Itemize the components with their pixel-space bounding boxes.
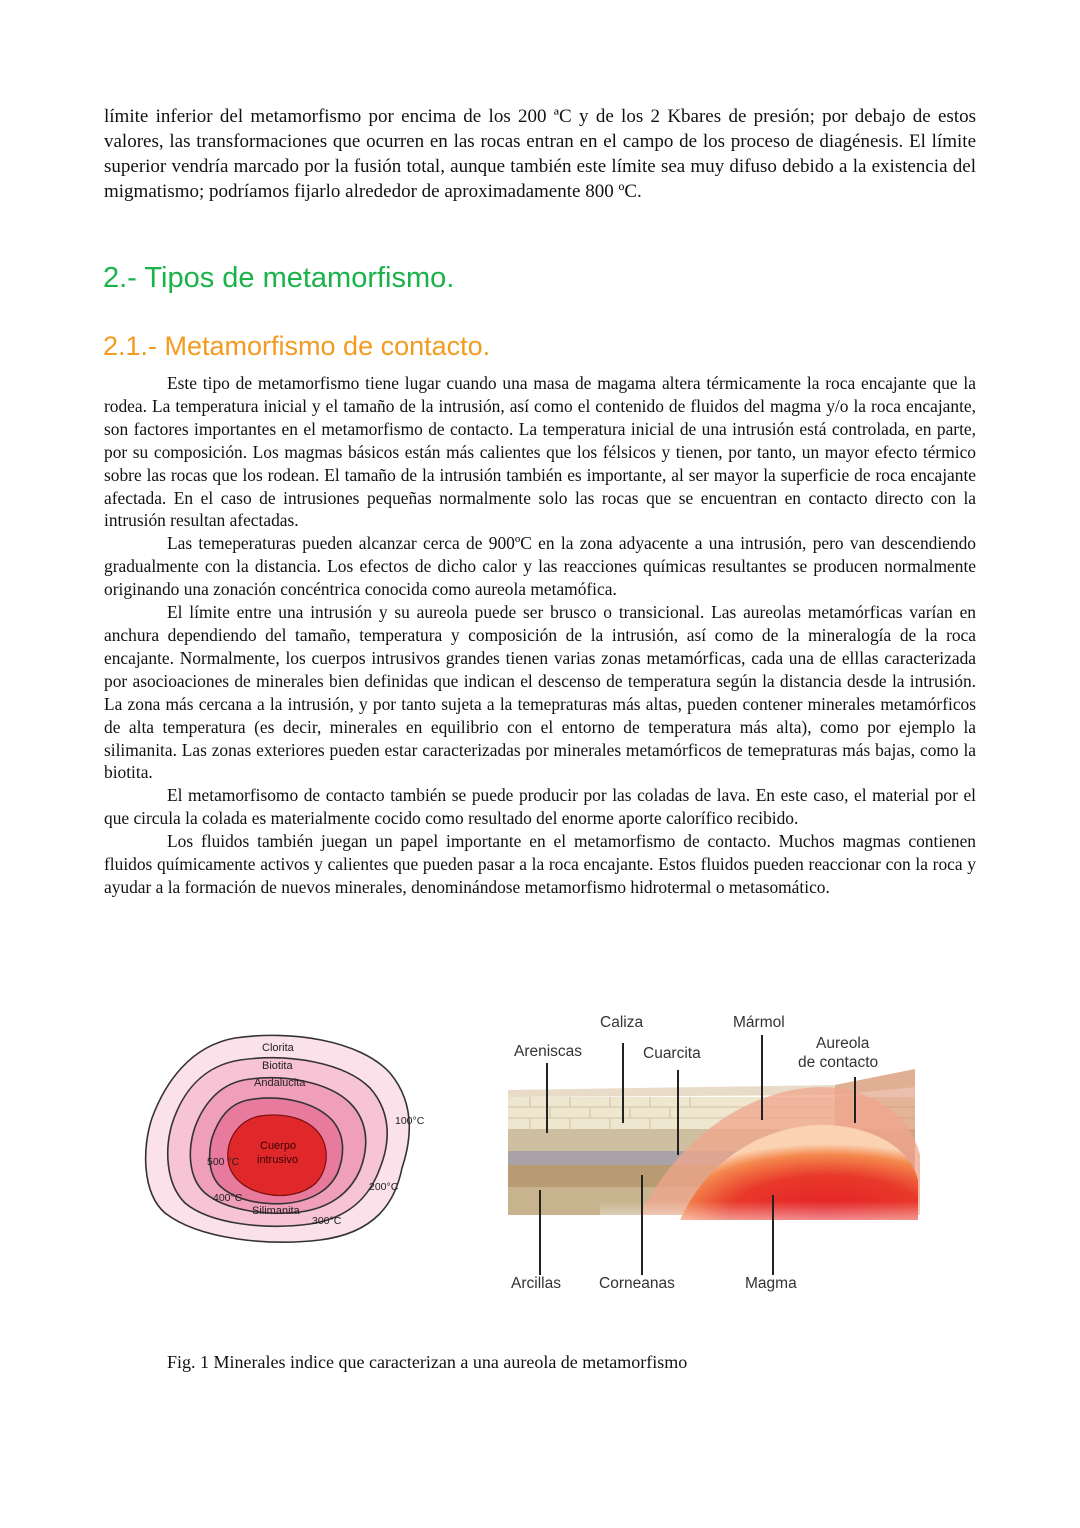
paragraph: Las temeperaturas pueden alcanzar cerca de 900ºC en la zona adyacente a una intrusión, pero van descendiendo gradualmente con la distancia. Los efectos de dicho calor y las reacciones químicas resultantes se producen normalmente originando una zonación concéntrica conocida como aureola metamófica. (104, 533, 976, 600)
label-caliza: Caliza (600, 1014, 644, 1031)
label-silimanita: Silimanita (252, 1205, 300, 1217)
section-title: 2.- Tipos de metamorfismo. (103, 262, 455, 294)
label-arcillas: Arcillas (511, 1275, 561, 1292)
label-areniscas: Areniscas (514, 1043, 583, 1060)
label-aureola: Aureola (816, 1035, 870, 1052)
label-de-contacto: de contacto (798, 1054, 879, 1071)
intro-paragraph: límite inferior del metamorfismo por encima de los 200 ªC y de los 2 Kbares de presión; por debajo de estos valores, las transformaciones que ocurren en las rocas entran en el campo de los proceso de diagénesis. El límite superior vendría marcado por la fusión total, aunque también este límite sea muy difuso debido a la existencia del migmatismo; podríamos fijarlo alrededor de aproximadamente 800 ºC. (104, 106, 976, 202)
label-clorita: Clorita (262, 1042, 294, 1054)
label-200c: 200°C (369, 1181, 399, 1193)
label-marmol: Mármol (733, 1014, 785, 1031)
label-cuerpo: Cuerpo (260, 1140, 297, 1152)
label-cuarcita: Cuarcita (643, 1045, 701, 1062)
paragraph: Este tipo de metamorfismo tiene lugar cuando una masa de magama altera térmicamente la roca encajante que la rodea. La temperatura inicial y el tamaño de la intrusión, así como el contenido de fluidos del magma y/o la roca encajante, son factores importantes en el metamorfismo de contacto. La temperatura inicial de una intrusión está controlada, en parte, por su composición. Los magmas básicos están más calientes que los félsicos y tienen, por tanto, un mayor efecto térmico sobre las rocas que los rodean. El tamaño de la intrusión también es importante, al ser mayor la superficie de roca encajante afectada. En el caso de intrusiones pequeñas normalmente solo las rocas que se encuentran en contacto directo con la intrusión resultan afectadas. (104, 373, 976, 531)
contact-aureole-cross-section (490, 1005, 930, 1305)
label-intrusivo: intrusivo (257, 1154, 298, 1166)
paragraph: El límite entre una intrusión y su aureola puede ser brusco o transicional. Las aureolas metamórficas varían en anchura dependiendo del tamaño, temperatura y composición de la intrusión, así como de la mineralogía de la roca encajante. Normalmente, los cuerpos intrusivos grandes tienen varias zonas metamórficas, cada una de elllas caracterizada por asocioaciones de minerales bien definidas que indican el descenso de temperatura según la distancia desde la intrusión. La zona más cercana a la intrusión, y por tanto sujeta a la temepraturas más altas, pueden contener minerales metamórficos de alta temperatura (es decir, minerales en equilibrio con el entorno de temperatura más alta), como por ejemplo la silimanita. Las zonas exteriores pueden estar caracterizadas por minerales metamórficos de temepraturas más bajas, como la biotita. (104, 602, 976, 783)
label-300c: 300°C (312, 1215, 342, 1227)
label-andalucita: Andalucita (254, 1077, 306, 1089)
figure-caption: Fig. 1 Minerales indice que caracterizan a una aureola de metamorfismo (167, 1352, 688, 1372)
label-corneanas: Corneanas (599, 1275, 675, 1292)
label-400c: 400°C (213, 1192, 243, 1204)
label-100c: 100°C (395, 1115, 425, 1127)
bottom-fade (600, 1201, 930, 1237)
label-500c: 500 °C (207, 1156, 240, 1168)
paragraph: El metamorfisomo de contacto también se puede producir por las coladas de lava. En este caso, el material por el que circula la colada es materialmente cocido como resultado del enorme aporte calorífico recibido. (104, 785, 976, 829)
label-magma: Magma (745, 1275, 797, 1292)
paragraph: Los fluidos también juegan un papel importante en el metamorfismo de contacto. Muchos magmas contienen fluidos químicamente activos y calientes que pueden pasar a la roca encajante. Estos fluidos pueden reaccionar con la roca y ayudar a la formación de nuevos minerales, denominándose metamorfismo hidrotermal o metasomático. (104, 831, 976, 897)
subsection-title: 2.1.- Metamorfismo de contacto. (103, 331, 491, 361)
body-text (104, 372, 976, 899)
aureole-zoning-diagram (140, 1028, 440, 1248)
label-biotita: Biotita (262, 1060, 293, 1072)
